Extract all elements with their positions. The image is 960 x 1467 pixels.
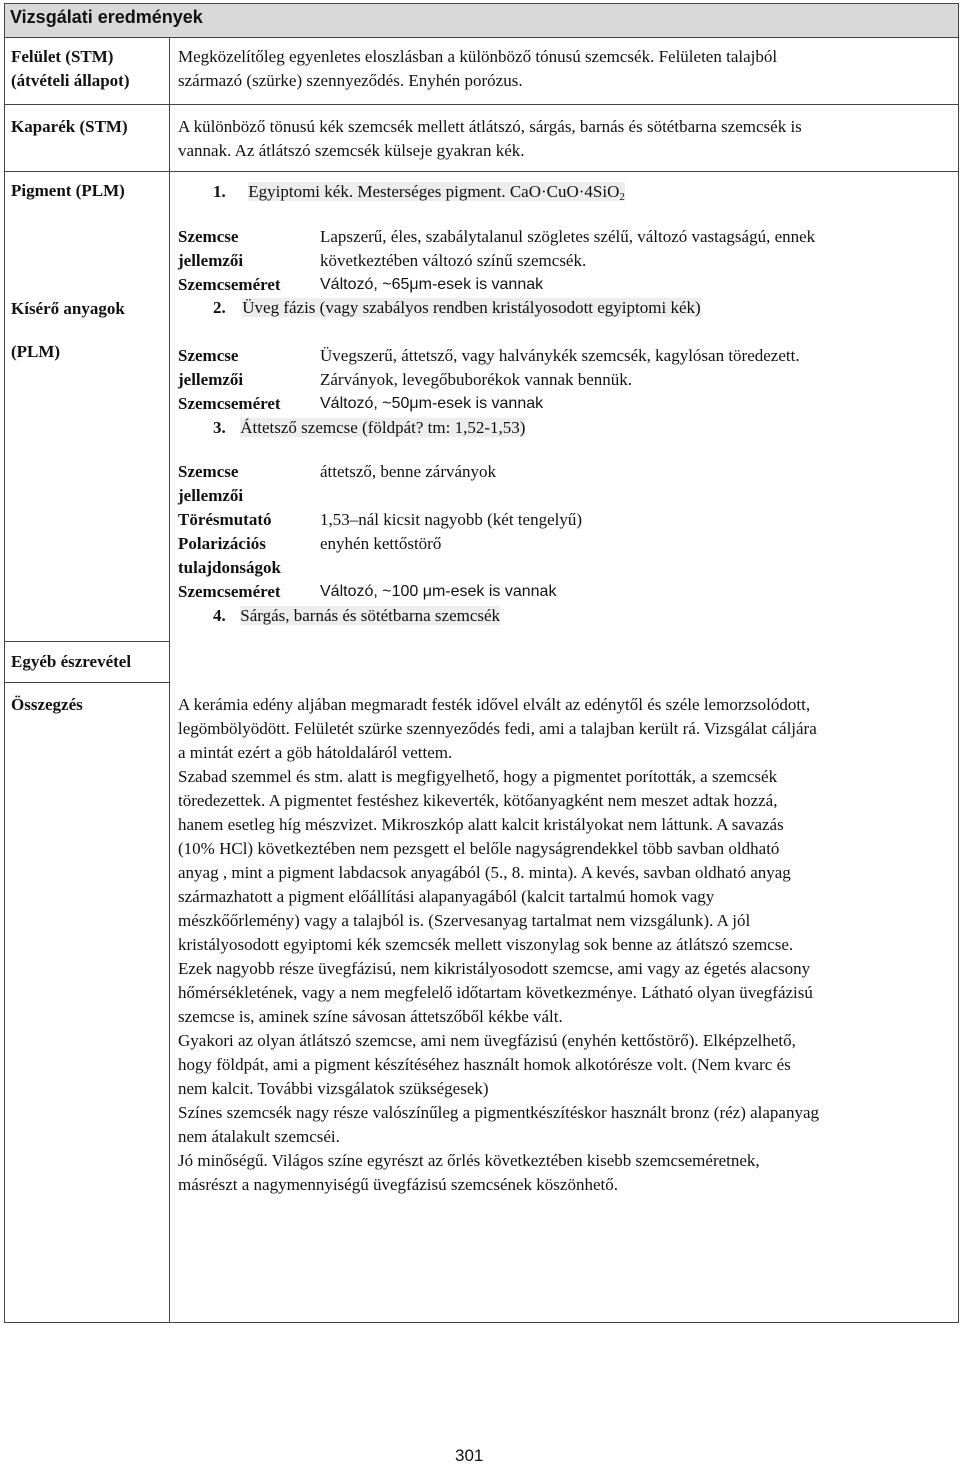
summary-line: mészkőőrlemény) vagy a talajból is. (Szervesanyag tartalmat nem vizsgálunk). A jól [178,911,751,930]
text-line: A különböző tönusú kék szemcsék mellett átlátszó, sárgás, barnás és sötétbarna szemcsék is [178,117,802,136]
pigment-item-1 [213,180,625,209]
item-title: Sárgás, barnás és sötétbarna szemcsék [240,606,501,625]
summary-line: származhatott a pigment előállítási alapanyagából (kalcit tartalmú homok vagy [178,887,715,906]
summary-line: (10% HCl) következtében nem pezsgett el belőle nagyságrendekkel több savban oldható [178,839,780,858]
kisero-item-4 [213,604,500,628]
summary-line: Színes szemcsék nagy része valószínűleg a pigmentkészítéskor használt bronz (réz) alapanyag [178,1103,820,1122]
row-divider-1 [4,104,959,105]
summary-line: kristályosodott egyiptomi kék szemcsék mellett viszonylag sok benne az átlátszó szemcse. [178,935,794,954]
summary-line: Ezek nagyobb része üvegfázisú, nem kikristályosodott szemcse, ami vagy az égetés alacsony [178,959,811,978]
item3-value-2: 1,53–nál kicsit nagyobb (két tengelyű) [320,510,583,529]
item-title-text: Egyiptomi kék. Mesterséges pigment. CaO·CuO·4SiO [248,182,620,201]
item3-value-4: Változó, ~100 μm-esek is vannak [320,583,557,600]
summary-line: Szabad szemmel és stm. alatt is megfigyelhető, hogy a pigmentet porították, a szemcsék [178,767,778,786]
text-line: vannak. Az átlátszó szemcsék külseje gyakran kék. [178,141,525,160]
prop-key: Szemcse [178,462,239,481]
item-number: 2. [213,298,226,317]
osszegzes-label: Összegzés [11,695,83,714]
egyeb-label: Egyéb észrevétel [11,652,132,671]
summary-line: nem kalcit. További vizsgálatok szükségesek) [178,1079,489,1098]
kaparek-text [178,115,948,163]
row-divider-2 [4,171,959,172]
felulet-label [11,45,130,93]
prop-value: Zárványok, levegőbuborékok vannak bennük. [320,370,633,389]
item2-prop-key [178,344,243,392]
item-title: Üveg fázis (vagy szabályos rendben kristályosodott egyiptomi kék) [242,298,701,317]
prop-value: Üvegszerű, áttetsző, vagy halványkék szemcsék, kagylósan töredezett. [320,346,800,365]
summary-line: A kerámia edény aljában megmaradt festék idővel elvált az edénytől és széle lemorzsolódott, [178,695,811,714]
item3-value-1: áttetsző, benne zárványok [320,462,497,481]
kisero-label: Kísérő anyagok [11,299,125,318]
pigment-label: Pigment (PLM) [11,181,125,200]
summary-line: a mintát ezért a göb hátoldaláról vettem. [178,743,453,762]
pigment-prop-key [178,225,243,273]
summary-line: töredezettek. A pigmentet festéshez kikeverték, kötőanyagként nem meszet adtak hozzá, [178,791,778,810]
summary-line: anyag , mint a pigment labdacsok anyagából (5., 8. minta). A kevés, savban oldható anyag [178,863,791,882]
prop-value: következtében változó színű szemcsék. [320,251,587,270]
prop-key: tulajdonságok [178,558,281,577]
prop-key: Szemcse [178,227,239,246]
item3-key-4: Szemcseméret [178,582,281,601]
subscript: 2 [619,191,625,203]
kaparek-label: Kaparék (STM) [11,117,128,136]
kisero-item-2 [213,296,701,320]
row-divider-3 [4,641,170,642]
prop-key: Polarizációs [178,534,266,553]
item3-value-3: enyhén kettőstörő [320,534,442,553]
felulet-text [178,45,948,93]
summary-line: hőmérsékletének, vagy a nem megfelelő időtartam következménye. Látható olyan üvegfázisú [178,983,813,1002]
summary-line: legömbölyödött. Felületét szürke szennyeződés fedi, ami a talajban került rá. Vizsgálat cáljára [178,719,817,738]
prop-key: jellemzői [178,370,244,389]
item-number: 4. [213,606,226,625]
item2-size-key: Szemcseméret [178,394,281,413]
table-column-divider [169,37,170,1323]
item2-prop-value [320,344,800,392]
page-number: 301 [455,1446,484,1465]
table-border-left [4,3,5,1323]
summary-line: hanem esetleg híg mészvizet. Mikroszkóp alatt kalcit kristályokat nem láttunk. A savazás [178,815,784,834]
pigment-prop-value [320,225,815,273]
table-border-header-bottom [4,37,959,38]
item3-key-3 [178,532,281,580]
summary-line: szemcse is, aminek színe sávosan áttetszőből kékbe vált. [178,1007,563,1026]
prop-key: Szemcse [178,346,239,365]
item-number: 3. [213,418,226,437]
text-line: származó (szürke) szennyeződés. Enyhén porózus. [178,71,523,90]
item3-key-2: Törésmutató [178,510,272,529]
table-border-right [958,3,959,1323]
table-border-bottom [4,1322,959,1323]
item3-key-1 [178,460,243,508]
prop-key: jellemzői [178,251,244,270]
kisero-label-sub: (PLM) [11,342,61,361]
item-number: 1. [213,182,226,201]
summary-line: nem átalakult szemcséi. [178,1127,340,1146]
prop-key: jellemzői [178,486,244,505]
osszegzes-text [178,693,949,1197]
felulet-label-line: (átvételi állapot) [11,71,130,90]
summary-line: Jó minőségű. Világos színe egyrészt az őrlés következtében kisebb szemcseméretnek, [178,1151,760,1170]
header-title: Vizsgálati eredmények [10,7,203,27]
felulet-label-line: Felület (STM) [11,47,114,66]
pigment-size-value: Változó, ~65μm-esek is vannak [320,276,544,293]
kisero-item-3 [213,416,525,440]
summary-line: másrészt a nagymennyiségű üvegfázisú szemcsének köszönhető. [178,1175,618,1194]
row-divider-4 [4,682,170,683]
summary-line: hogy földpát, ami a pigment készítéséhez használt homok alkotórésze volt. (Nem kvarc és [178,1055,791,1074]
summary-line: Gyakori az olyan átlátszó szemcse, ami nem üvegfázisú (enyhén kettőstörő). Elképzelhető, [178,1031,796,1050]
table-border-top [4,3,959,4]
pigment-size-key: Szemcseméret [178,275,281,294]
text-line: Megközelítőleg egyenletes eloszlásban a különböző tónusú szemcsék. Felületen talajból [178,47,778,66]
item-title: Áttetsző szemcse (földpát? tm: 1,52-1,53) [240,418,526,437]
item2-size-value: Változó, ~50μm-esek is vannak [320,395,544,412]
prop-value: Lapszerű, éles, szabálytalanul szögletes szélű, változó vastagságú, ennek [320,227,816,246]
item-title [248,182,625,201]
